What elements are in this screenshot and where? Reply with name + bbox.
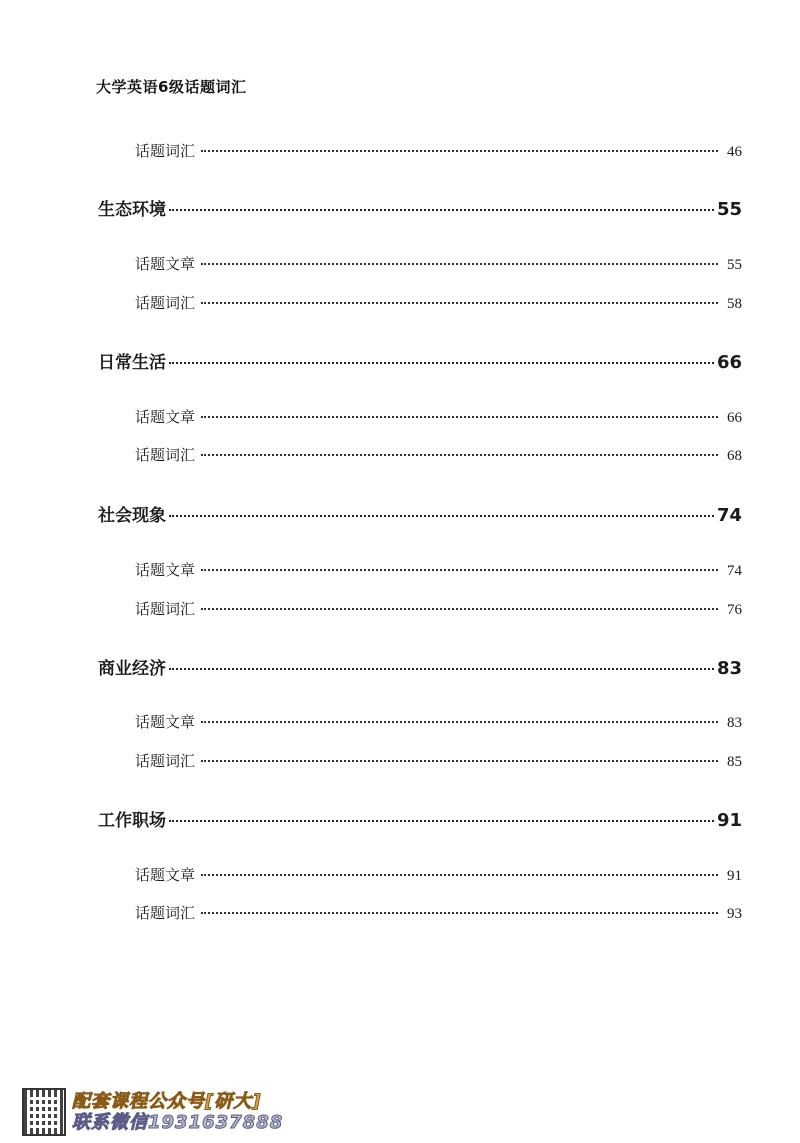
toc-section (98, 806, 742, 831)
toc-entry (135, 902, 742, 923)
toc-section-page: 66 (716, 352, 742, 373)
toc-entry-label: 话题文章 (135, 713, 196, 731)
toc-entry-page: 85 (727, 754, 742, 770)
toc-section (98, 195, 742, 220)
dot-leader (201, 569, 718, 571)
toc-section-page: 55 (716, 199, 742, 220)
watermark-text (72, 1091, 283, 1133)
toc-entry (135, 559, 742, 580)
toc-section-label: 商业经济 (98, 659, 166, 679)
toc-entry-label: 话题文章 (135, 561, 196, 579)
running-header: 大学英语6级话题词汇 (96, 78, 247, 96)
toc-entry-page: 76 (727, 602, 742, 618)
toc-entry-label: 话题文章 (135, 408, 196, 426)
toc-entry (135, 253, 742, 274)
watermark-line-1: 配套课程公众号[研大] (72, 1091, 262, 1112)
toc-entry-page: 58 (727, 296, 742, 312)
toc-entry (135, 711, 742, 732)
dot-leader (201, 721, 718, 723)
toc-section-page: 83 (716, 658, 742, 679)
toc-section (98, 654, 742, 679)
toc-entry-label: 话题词汇 (135, 142, 196, 160)
toc-section-label: 社会现象 (98, 506, 166, 526)
toc-entry-page: 55 (727, 257, 742, 273)
toc-entry-label: 话题词汇 (135, 752, 196, 770)
dot-leader (201, 760, 718, 762)
watermark (22, 1088, 283, 1136)
toc-entry-page: 68 (727, 448, 742, 464)
toc-entry (135, 444, 742, 465)
dot-leader (169, 362, 714, 364)
dot-leader (201, 263, 718, 265)
toc-entry (135, 406, 742, 427)
toc-entry (135, 750, 742, 771)
dot-leader (201, 608, 718, 610)
toc-entry-label: 话题文章 (135, 255, 196, 273)
toc-entry (135, 864, 742, 885)
toc-section (98, 348, 742, 373)
dot-leader (169, 668, 714, 670)
toc-section-label: 日常生活 (98, 353, 166, 373)
toc-entry-label: 话题词汇 (135, 904, 196, 922)
watermark-line-2: 联系微信1931637888 (72, 1112, 284, 1133)
toc-entry-page: 83 (727, 715, 742, 731)
toc-entry-page: 93 (727, 906, 742, 922)
toc-section (98, 501, 742, 526)
toc-entry-page: 46 (727, 144, 742, 160)
toc-entry-label: 话题词汇 (135, 446, 196, 464)
dot-leader (169, 515, 714, 517)
dot-leader (169, 820, 714, 822)
toc-entry (135, 598, 742, 619)
toc-entry-page: 91 (727, 868, 742, 884)
toc-entry (135, 292, 742, 313)
dot-leader (201, 150, 718, 152)
toc-entry-page: 66 (727, 410, 742, 426)
toc-section-label: 生态环境 (98, 200, 166, 220)
toc-entry-label: 话题词汇 (135, 600, 196, 618)
dot-leader (201, 454, 718, 456)
toc-section-page: 74 (716, 505, 742, 526)
qr-code-icon (22, 1088, 66, 1136)
toc-section-label: 工作职场 (98, 811, 166, 831)
dot-leader (201, 416, 718, 418)
toc-entry-label: 话题词汇 (135, 294, 196, 312)
dot-leader (201, 874, 718, 876)
toc-section-page: 91 (716, 810, 742, 831)
dot-leader (201, 912, 718, 914)
toc-entry-page: 74 (727, 563, 742, 579)
toc-entry (135, 140, 742, 161)
toc-entry-label: 话题文章 (135, 866, 196, 884)
dot-leader (169, 209, 714, 211)
dot-leader (201, 302, 718, 304)
